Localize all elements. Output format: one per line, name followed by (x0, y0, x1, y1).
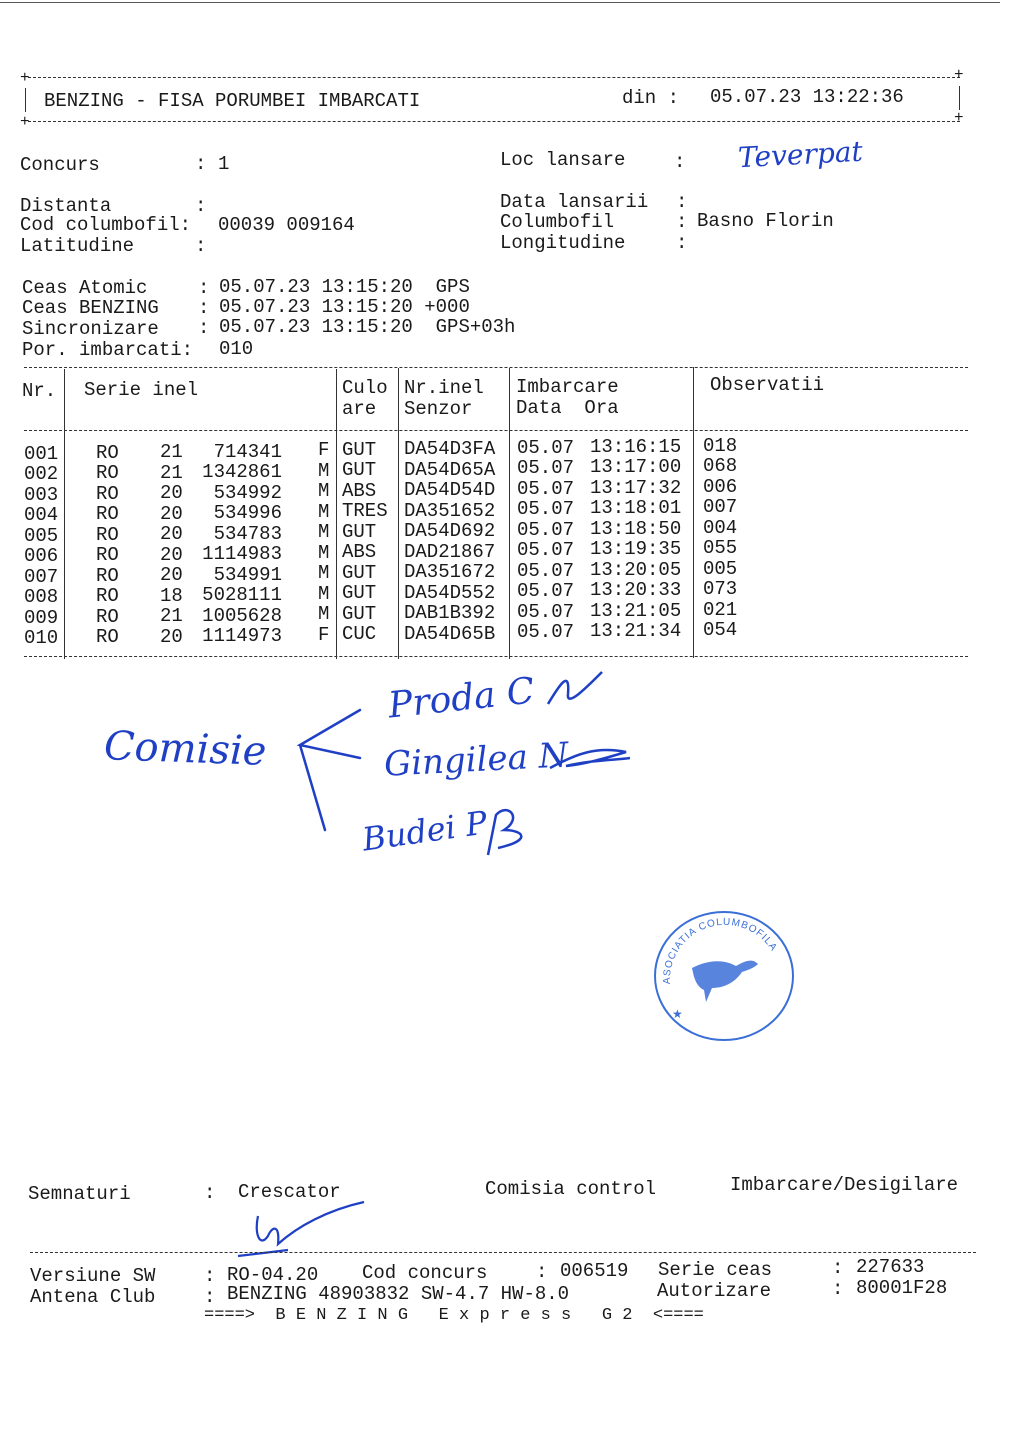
cell-senzor: DA54D65A (404, 458, 496, 481)
cell-culoare: GUT (342, 438, 377, 461)
colon: : (195, 195, 207, 217)
ceas-benzing-value: 05.07.23 13:15:20 +000 (219, 296, 470, 318)
cell-nr: 009 (24, 606, 59, 629)
table-bottom-border (24, 656, 968, 657)
cell-senzor: DA351672 (404, 561, 496, 584)
cell-data: 05.07 (517, 559, 575, 582)
header-right-border (959, 86, 960, 110)
loc-lansare-label: Loc lansare (500, 149, 626, 171)
cell-inel: 1114983 (202, 543, 282, 566)
scan-edge (0, 2, 1000, 3)
comisia-control-label: Comisia control (485, 1178, 657, 1200)
cell-sex: M (318, 521, 330, 544)
colon: : (195, 235, 207, 257)
cell-inel: 1342861 (202, 461, 282, 484)
benzing-banner: ====> B E N Z I N G E x p r e s s G 2 <==== (204, 1306, 704, 1325)
cell-data: 05.07 (517, 457, 575, 480)
cell-data: 05.07 (517, 580, 575, 603)
cell-data: 05.07 (517, 498, 575, 521)
autorizare-value: 80001F28 (856, 1277, 948, 1299)
cell-senzor: DA351652 (404, 499, 496, 522)
cell-sex: M (318, 459, 330, 482)
handwritten-comisie: Comisie (103, 723, 268, 775)
handwritten-name-3: Budei P (359, 803, 490, 859)
colon: : (674, 151, 686, 173)
cell-an: 20 (160, 523, 183, 546)
colon: : (195, 153, 207, 175)
cell-culoare: TRES (342, 500, 388, 523)
serie-ceas-value: 227633 (856, 1256, 925, 1278)
cell-nr: 001 (24, 442, 59, 465)
cell-culoare: GUT (342, 602, 377, 625)
colon: : (204, 1182, 216, 1204)
imbarcare-desigilare-label: Imbarcare/Desigilare (730, 1174, 959, 1196)
cell-tara: RO (96, 503, 119, 526)
cell-nr: 006 (24, 545, 59, 568)
header-nrinel-2: Senzor (404, 398, 473, 420)
cell-tara: RO (96, 441, 119, 464)
cell-obs: 006 (703, 475, 738, 498)
header-culoare-1: Culo (342, 377, 388, 399)
colon: : (676, 211, 688, 233)
corner-plus: + (954, 109, 964, 127)
colon: : (204, 1286, 216, 1308)
cod-columbofil-label: Cod columbofil: (20, 214, 192, 236)
cell-inel: 714341 (213, 440, 282, 463)
ceas-atomic-value: 05.07.23 13:15:20 GPS (219, 276, 470, 298)
cell-obs: 054 (703, 619, 738, 642)
cell-an: 21 (160, 441, 183, 464)
star-icon: ★ (672, 1007, 683, 1021)
cell-tara: RO (96, 482, 119, 505)
cell-senzor: DA54D552 (404, 581, 496, 604)
versiune-label: Versiune SW (30, 1265, 156, 1287)
print-date: 05.07.23 13:22:36 (710, 86, 904, 108)
table-header-divider (24, 430, 968, 431)
cell-nr: 008 (24, 586, 59, 609)
cell-nr: 007 (24, 565, 59, 588)
cell-inel: 1114973 (202, 625, 282, 648)
cell-inel: 1005628 (202, 604, 282, 627)
colon: : (676, 232, 688, 254)
cell-ora: 13:20:33 (590, 579, 682, 602)
column-divider (509, 368, 510, 659)
cell-culoare: ABS (342, 541, 377, 564)
cell-nr: 003 (24, 483, 59, 506)
header-bottom-border (28, 121, 960, 122)
cell-ora: 13:18:01 (590, 497, 682, 520)
cell-obs: 018 (703, 434, 738, 457)
cell-obs: 073 (703, 578, 738, 601)
club-stamp (650, 906, 800, 1046)
cell-culoare: GUT (342, 582, 377, 605)
header-serie-inel: Serie inel (84, 379, 199, 401)
cell-an: 20 (160, 543, 183, 566)
columbofil-value: Basno Florin (697, 210, 834, 232)
header-top-border (28, 77, 960, 78)
concurs-value: 1 (218, 153, 230, 175)
header-observatii: Observatii (710, 374, 825, 396)
cell-data: 05.07 (517, 436, 575, 459)
cell-senzor: DAB1B392 (404, 602, 496, 625)
bracket-arrow (290, 700, 370, 840)
cell-an: 20 (160, 564, 183, 587)
colon: : (832, 1278, 844, 1300)
cell-an: 21 (160, 461, 183, 484)
semnaturi-label: Semnaturi (28, 1183, 131, 1205)
cell-senzor: DA54D54D (404, 479, 496, 502)
footer-divider (30, 1252, 976, 1253)
cell-ora: 13:17:32 (590, 476, 682, 499)
colon: : (204, 1265, 216, 1287)
colon: : (832, 1257, 844, 1279)
cell-obs: 005 (703, 557, 738, 580)
cell-sex: M (318, 541, 330, 564)
cell-senzor: DAD21867 (404, 540, 496, 563)
cell-senzor: DA54D3FA (404, 438, 496, 461)
por-imbarcati-label: Por. imbarcati: (22, 339, 194, 361)
signature-1 (540, 664, 610, 714)
sincronizare-value: 05.07.23 13:15:20 GPS+03h (219, 316, 516, 338)
por-imbarcati-value: 010 (219, 338, 254, 360)
sincronizare-label: Sincronizare (22, 318, 159, 340)
cell-ora: 13:19:35 (590, 538, 682, 561)
stamp-text: ASOCIATIA COLUMBOFILA (661, 916, 780, 985)
document-title: BENZING - FISA PORUMBEI IMBARCATI (44, 90, 421, 112)
cell-culoare: GUT (342, 520, 377, 543)
cell-tara: RO (96, 605, 119, 628)
cell-sex: M (318, 603, 330, 626)
columbofil-label: Columbofil (500, 211, 615, 233)
cell-ora: 13:16:15 (590, 435, 682, 458)
header-nr: Nr. (22, 380, 57, 402)
cell-sex: F (318, 439, 330, 462)
signature-2 (546, 744, 632, 774)
cell-sex: M (318, 500, 330, 523)
colon: : (676, 191, 688, 213)
versiune-value: RO-04.20 (227, 1264, 319, 1286)
header-nrinel-1: Nr.inel (404, 377, 484, 399)
cell-data: 05.07 (517, 518, 575, 541)
colon: : (198, 297, 210, 319)
colon: : (536, 1261, 548, 1283)
cell-ora: 13:21:34 (590, 620, 682, 643)
cell-an: 20 (160, 482, 183, 505)
cell-sex: M (318, 582, 330, 605)
header-left-border (25, 88, 26, 112)
cell-data: 05.07 (517, 600, 575, 623)
cell-tara: RO (96, 626, 119, 649)
handwritten-name-1: Proda C (386, 670, 537, 727)
date-label: din : (622, 87, 680, 109)
table-top-border (24, 367, 968, 368)
cell-senzor: DA54D65B (404, 622, 496, 645)
colon: : (198, 317, 210, 339)
corner-plus: + (954, 66, 964, 84)
cell-culoare: ABS (342, 479, 377, 502)
header-imbarcare-2: Data Ora (516, 397, 619, 419)
cell-inel: 534783 (213, 522, 282, 545)
cod-columbofil-value: 00039 009164 (218, 214, 355, 236)
cell-obs: 007 (703, 496, 738, 519)
pigeon-icon (692, 961, 758, 1002)
cell-obs: 068 (703, 455, 738, 478)
arrow-line (300, 710, 360, 830)
handwritten-name-2: Gingilea N (383, 735, 570, 785)
cell-data: 05.07 (517, 621, 575, 644)
cell-inel: 5028111 (202, 584, 282, 607)
latitudine-label: Latitudine (20, 235, 135, 257)
header-imbarcare-1: Imbarcare (516, 376, 619, 398)
crescator-label: Crescator (238, 1181, 341, 1203)
cell-tara: RO (96, 462, 119, 485)
antena-label: Antena Club (30, 1286, 156, 1308)
corner-plus: + (20, 113, 30, 131)
ceas-benzing-label: Ceas BENZING (22, 297, 159, 319)
cell-inel: 534996 (213, 502, 282, 525)
cell-nr: 005 (24, 524, 59, 547)
cod-concurs-label: Cod concurs (362, 1262, 488, 1284)
cell-tara: RO (96, 544, 119, 567)
cell-data: 05.07 (517, 539, 575, 562)
cell-culoare: GUT (342, 459, 377, 482)
column-divider (64, 369, 65, 659)
distanta-label: Distanta (20, 195, 112, 217)
cell-ora: 13:20:05 (590, 558, 682, 581)
column-divider (398, 368, 399, 659)
cell-inel: 534992 (213, 481, 282, 504)
antena-value: BENZING 48903832 SW-4.7 HW-8.0 (227, 1283, 570, 1305)
cell-tara: RO (96, 523, 119, 546)
cell-tara: RO (96, 585, 119, 608)
autorizare-label: Autorizare (657, 1280, 772, 1302)
cell-ora: 13:18:50 (590, 517, 682, 540)
concurs-label: Concurs (20, 154, 100, 176)
cell-inel: 534991 (213, 563, 282, 586)
cell-culoare: GUT (342, 561, 377, 584)
cell-nr: 010 (24, 627, 59, 650)
column-divider (336, 369, 337, 659)
cell-an: 21 (160, 605, 183, 628)
ceas-atomic-label: Ceas Atomic (22, 277, 148, 299)
longitudine-label: Longitudine (500, 232, 626, 254)
cell-nr: 004 (24, 504, 59, 527)
header-culoare-2: are (342, 398, 377, 420)
cod-concurs-value: 006519 (560, 1260, 629, 1282)
cell-an: 20 (160, 625, 183, 648)
colon: : (198, 277, 210, 299)
loc-lansare-handwritten: Teverpat (737, 134, 864, 175)
cell-ora: 13:21:05 (590, 599, 682, 622)
cell-tara: RO (96, 564, 119, 587)
cell-obs: 004 (703, 516, 738, 539)
cell-an: 20 (160, 502, 183, 525)
data-lansarii-label: Data lansarii (500, 191, 649, 213)
serie-ceas-label: Serie ceas (658, 1259, 773, 1281)
cell-nr: 002 (24, 463, 59, 486)
cell-senzor: DA54D692 (404, 520, 496, 543)
cell-an: 18 (160, 584, 183, 607)
cell-sex: M (318, 480, 330, 503)
cell-sex: F (318, 623, 330, 646)
cell-sex: M (318, 562, 330, 585)
column-divider (693, 367, 694, 658)
crescator-signature (228, 1196, 368, 1266)
signature-3 (478, 800, 540, 860)
corner-plus: + (20, 69, 30, 87)
cell-data: 05.07 (517, 477, 575, 500)
cell-ora: 13:17:00 (590, 456, 682, 479)
cell-obs: 055 (703, 537, 738, 560)
cell-obs: 021 (703, 598, 738, 621)
cell-culoare: CUC (342, 623, 377, 646)
